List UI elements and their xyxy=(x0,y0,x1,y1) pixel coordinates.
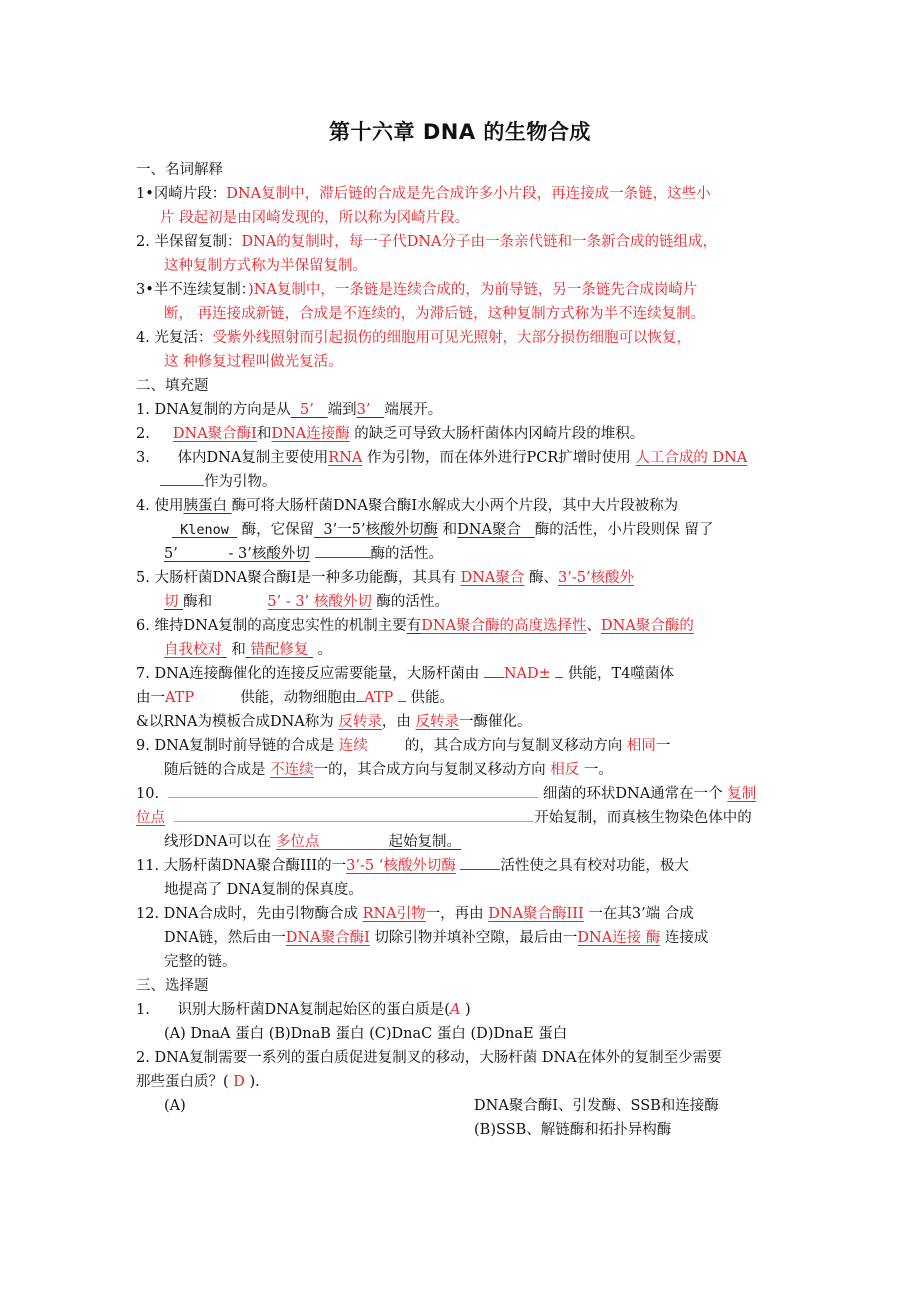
fill-question-5: 5. 大肠杆菌DNA聚合酶I是一种多功能酶，其具有 DNA聚合 酶、3’-5’核酸外 xyxy=(136,570,635,586)
fill-question-3: 3. 体内DNA复制主要使用RNA 作为引物，而在体外进行PCR扩增时使用 人工合成的 DNA xyxy=(136,450,748,466)
fill-question-9-cont: 随后链的合成是 不连续一的，其合成方向与复制叉移动方向 相反 一。 xyxy=(164,762,613,778)
choice-question-2-cont: 那些蛋白质？( D ). xyxy=(136,1074,260,1090)
answer-blank: 5’ xyxy=(299,402,314,418)
choice-question-1: 1. 识别大肠杆菌DNA复制起始区的蛋白质是(A ) xyxy=(136,1002,471,1018)
choice-option-a-text: DNA聚合酶I、引发酶、SSB和连接酶 xyxy=(474,1098,719,1114)
answer-blank: 多位点 xyxy=(275,834,320,850)
definition-3-cont: 断， 再连接成新链，合成是不连续的，为滞后链，这种复制方式称为半不连续复制。 xyxy=(164,306,706,322)
section-heading-multiple-choice: 三、选择题 xyxy=(136,978,209,994)
answer-blank: DNA聚合酶的 xyxy=(601,618,694,634)
answer-blank: DNA聚合酶I xyxy=(172,426,257,442)
answer-blank: 自我校对 xyxy=(164,642,222,658)
answer-blank: 3’ xyxy=(356,402,371,418)
page-title: 第十六章 DNA 的生物合成 xyxy=(329,120,591,144)
answer-blank: DNA聚合 xyxy=(457,522,521,538)
answer-blank: 不连续 xyxy=(270,762,314,778)
definition-2-cont: 这种复制方式称为半保留复制。 xyxy=(164,258,367,274)
answer-letter: A xyxy=(449,1002,461,1018)
fill-question-7: 7. DNA连接酶催化的连接反应需要能量，大肠杆菌由 NAD± 供能，T4噬菌体 xyxy=(136,663,674,685)
fill-question-10-cont2: 线形DNA可以在 多位点 起始复制。 xyxy=(164,834,462,850)
definition-4: 4. 光复活：受紫外线照射而引起损伤的细胞用可见光照射，大部分损伤细胞可以恢复， xyxy=(136,330,691,346)
definition-1: 1•冈崎片段：DNA复制中，滞后链的合成是先合成许多小片段，再连接成一条链，这些小 xyxy=(136,186,711,202)
section-heading-fill-in: 二、填充题 xyxy=(136,378,209,394)
answer-blank: ATP xyxy=(165,690,195,706)
answer-blank: DNA聚合 xyxy=(460,570,525,586)
choice-question-1-options: (A) DnaA 蛋白 (B)DnaB 蛋白 (C)DnaC 蛋白 (D)DnaE 蛋白 xyxy=(164,1026,568,1042)
answer-blank: 人工合成的 DNA xyxy=(635,450,748,466)
answer-blank: DNA连接 xyxy=(577,930,642,946)
answer-blank: DNA聚合酶的高度选择性 xyxy=(421,618,587,634)
fill-question-4-cont: Klenow 酶，它保留 3’一5’核酸外切酶 和DNA聚合 酶的活性，小片段则保 留了 xyxy=(180,522,714,538)
answer-blank: 错配修复 xyxy=(250,642,309,658)
answer-blank: DNA聚合酶III xyxy=(488,906,584,922)
fill-question-10: 10. 细菌的环状DNA通常在一个 复制 xyxy=(136,783,756,805)
choice-option-a-label: (A) xyxy=(164,1098,186,1114)
section-heading-definitions: 一、名词解释 xyxy=(136,162,223,178)
answer-letter: D xyxy=(233,1074,245,1090)
answer-blank: 反转录 xyxy=(415,714,460,730)
answer-blank: ATP xyxy=(364,690,394,706)
definition-1-cont: 片 段起初是由冈崎发现的，所以称为冈崎片段。 xyxy=(160,210,470,226)
fill-question-2: 2. DNA聚合酶I和DNA连接酶 的缺乏可导致大肠杆菌体内冈崎片段的堆积。 xyxy=(136,426,645,442)
answer-blank: 3’-5 ‘核酸外切酶 xyxy=(346,858,456,874)
fill-question-12: 12. DNA合成时，先由引物酶合成 RNA引物一，再由 DNA聚合酶III 一在其3’端 合成 xyxy=(136,906,694,922)
fill-question-12-cont: DNA链，然后由一DNA聚合酶I 切除引物并填补空隙，最后由一DNA连接 酶 连接成 xyxy=(164,930,709,946)
fill-question-1: 1. DNA复制的方向是从 5’ 端到3’ 端展开。 xyxy=(136,402,443,418)
fill-question-11: 11. 大肠杆菌DNA聚合酶III的一3’-5 ‘核酸外切酶 活性使之具有校对功能，极大 xyxy=(136,855,689,877)
fill-question-10-cont: 位点 开始复制，而真核生物染色体中的 xyxy=(136,807,752,829)
answer-blank: 胰蛋白 xyxy=(183,498,227,514)
answer-blank: 5’ - 3’ 核酸外切 xyxy=(267,594,372,610)
fill-question-11-cont: 地提高了 DNA复制的保真度。 xyxy=(164,882,363,898)
answer-blank: 位点 xyxy=(136,810,165,826)
fill-question-7-cont: 由一ATP 供能，动物细胞由 ATP 供能。 xyxy=(136,687,454,709)
answer-blank: 3’一5’核酸外切酶 xyxy=(323,522,439,538)
answer-blank: Klenow xyxy=(180,522,229,538)
answer-blank: DNA聚合酶I xyxy=(285,930,370,946)
definition-2: 2. 半保留复制：DNA的复制时，每一子代DNA分子由一条亲代链和一条新合成的链组成， xyxy=(136,234,718,250)
fill-question-6-cont: 自我校对 和 错配修复 。 xyxy=(164,642,333,658)
answer-blank: 反转录 xyxy=(338,714,382,730)
answer-blank: 连续 xyxy=(338,738,368,754)
fill-question-3-cont: 作为引物。 xyxy=(160,471,277,493)
answer-blank: NAD± xyxy=(503,666,551,682)
answer-blank: RNA引物 xyxy=(362,906,426,922)
fill-question-9: 9. DNA复制时前导链的合成是 连续 的，其合成方向与复制叉移动方向 相同一 xyxy=(136,738,671,754)
answer-blank: 3’-5’核酸外 xyxy=(557,570,635,586)
definition-3: 3•半不连续复制：)NA复制中，一条链是连续合成的，为前导链，另一条链先合成岗崎片 xyxy=(136,282,698,298)
answer-blank: RNA xyxy=(328,450,363,466)
fill-question-5-cont: 切 酶和 5’ - 3’ 核酸外切 酶的活性。 xyxy=(164,594,449,610)
definition-4-cont: 这 种修复过程叫做光复活。 xyxy=(164,354,343,370)
answer-blank: 相同 xyxy=(626,738,656,754)
fill-question-8: &以RNA为模板合成DNA称为 反转录，由 反转录一酶催化。 xyxy=(136,714,532,730)
fill-question-6: 6. 维持DNA复制的高度忠实性的机制主要有DNA聚合酶的高度选择性、DNA聚合酶的 xyxy=(136,618,694,634)
fill-question-4: 4. 使用胰蛋白 酶可将大肠杆菌DNA聚合酶I水解成大小两个片段，其中大片段被称为 xyxy=(136,498,679,514)
fill-question-4-cont2: 5’ - 3’核酸外切 酶的活性。 xyxy=(164,543,443,565)
answer-blank: 相反 xyxy=(550,762,580,778)
answer-blank: 复制 xyxy=(727,786,757,802)
choice-question-2: 2. DNA复制需要一系列的蛋白质促进复制叉的移动，大肠杆菌 DNA在体外的复制至少需要 xyxy=(136,1050,722,1066)
fill-question-12-cont2: 完整的链。 xyxy=(164,954,237,970)
choice-option-b-text: (B)SSB、解链酶和拓扑异构酶 xyxy=(474,1122,672,1138)
answer-blank: DNA连接酶 xyxy=(271,426,350,442)
